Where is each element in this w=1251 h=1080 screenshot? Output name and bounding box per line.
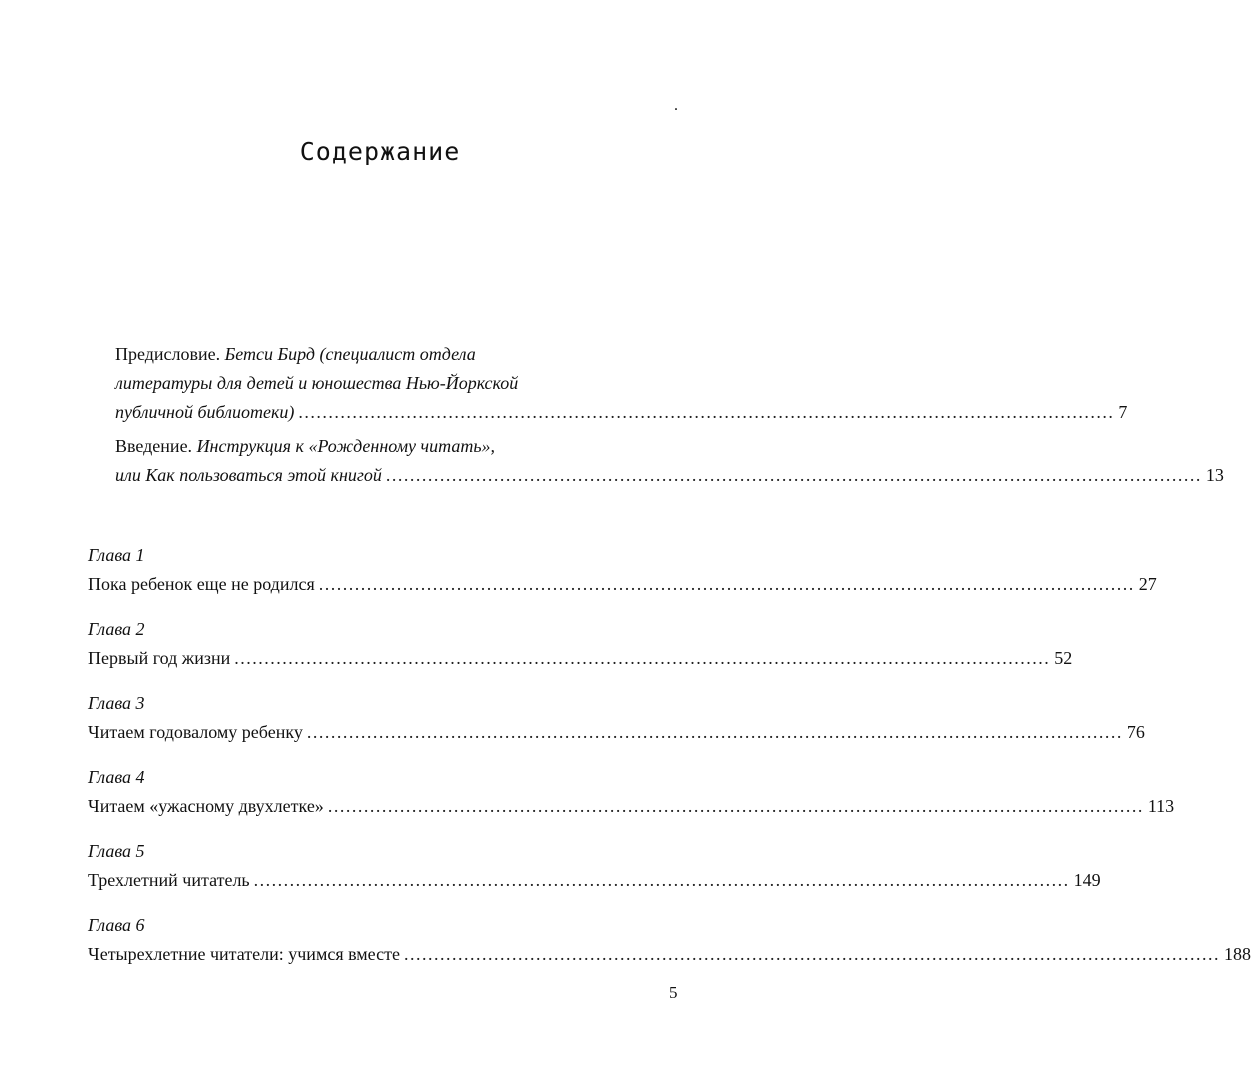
chapter-1-title: Пока ребенок еще не родился xyxy=(88,574,315,594)
dot-leader: ........................................................................................................................................ xyxy=(253,870,1070,890)
dot-leader: ........................................................................................................................................ xyxy=(306,722,1123,742)
dot-leader: ........................................................................................................................................ xyxy=(385,465,1202,485)
chapter-1-page-number: 27 xyxy=(1138,574,1157,594)
dot-leader: ........................................................................................................................................ xyxy=(234,648,1051,668)
dot-leader: ........................................................................................................................................ xyxy=(318,574,1135,594)
chapter-2-heading: Глава 2 xyxy=(88,619,145,639)
chapter-6-title: Четырехлетние читатели: учимся вместе xyxy=(88,944,400,964)
dot-leader: ........................................................................................................................................ xyxy=(327,796,1144,816)
chapter-6-entry[interactable] xyxy=(88,944,1251,964)
chapter-5-heading: Глава 5 xyxy=(88,841,145,861)
chapter-5-page-number: 149 xyxy=(1073,870,1101,890)
chapter-3-entry[interactable] xyxy=(88,722,1145,742)
chapter-2-entry[interactable] xyxy=(88,648,1073,668)
intro-label: Введение. xyxy=(115,436,193,456)
page-title: Содержание xyxy=(299,137,461,166)
intro-entry[interactable] xyxy=(115,465,1224,485)
chapter-3-page-number: 76 xyxy=(1126,722,1145,742)
chapter-5-title: Трехлетний читатель xyxy=(88,870,250,890)
chapter-6-page-number: 188 xyxy=(1223,944,1251,964)
chapter-5-entry[interactable] xyxy=(88,870,1101,890)
dot-leader: ........................................................................................................................................ xyxy=(403,944,1220,964)
chapter-4-entry[interactable] xyxy=(88,796,1175,816)
chapter-2-page-number: 52 xyxy=(1054,648,1073,668)
preface-text-line-2: литературы для детей и юношества Нью-Йоркской xyxy=(115,373,519,393)
chapter-4-heading: Глава 4 xyxy=(88,767,145,787)
chapter-1-entry[interactable] xyxy=(88,574,1157,594)
chapter-1-heading: Глава 1 xyxy=(88,545,145,565)
intro-line-1 xyxy=(115,437,495,455)
preface-entry[interactable] xyxy=(115,402,1128,422)
chapter-4-page-number: 113 xyxy=(1147,796,1175,816)
corner-mark: . xyxy=(674,97,678,114)
preface-text-line-1: Бетси Бирд (специалист отдела xyxy=(224,344,476,364)
dot-leader: ........................................................................................................................................ xyxy=(298,402,1115,422)
preface-label: Предисловие. xyxy=(115,344,221,364)
chapter-6-heading: Глава 6 xyxy=(88,915,145,935)
chapter-2-title: Первый год жизни xyxy=(88,648,231,668)
preface-page-number: 7 xyxy=(1118,402,1128,422)
preface-text-line-3: публичной библиотеки) xyxy=(115,402,295,422)
chapter-3-title: Читаем годовалому ребенку xyxy=(88,722,303,742)
intro-page-number: 13 xyxy=(1205,465,1224,485)
intro-text-line-1: Инструкция к «Рожденному читать», xyxy=(196,436,496,456)
chapter-4-title: Читаем «ужасному двухлетке» xyxy=(88,796,324,816)
preface-line-1 xyxy=(115,345,476,363)
page-number: 5 xyxy=(669,983,678,1002)
chapter-3-heading: Глава 3 xyxy=(88,693,145,713)
intro-text-line-2: или Как пользоваться этой книгой xyxy=(115,465,382,485)
